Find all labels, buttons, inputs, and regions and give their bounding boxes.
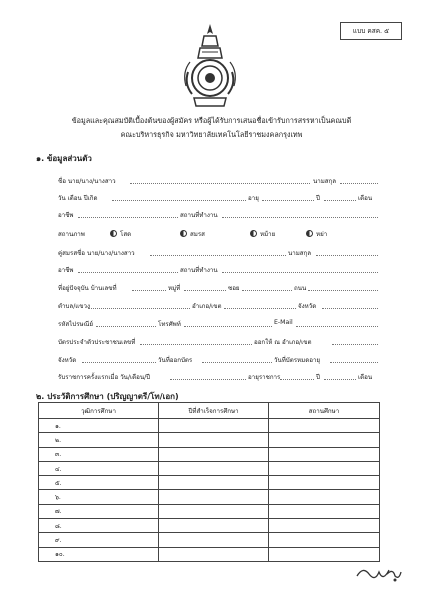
table-row: [39, 461, 380, 475]
university-seal-icon: [180, 22, 240, 110]
row-number[interactable]: ๒.: [39, 433, 159, 447]
label-spouse-surname: นามสกุล: [288, 250, 312, 257]
table-row: [39, 547, 380, 561]
dob-field[interactable]: [112, 200, 246, 201]
signature-mark-icon: [355, 560, 403, 588]
grad-year-cell[interactable]: [159, 533, 269, 547]
institution-cell[interactable]: [269, 419, 380, 433]
radio-married[interactable]: สมรส: [180, 229, 205, 239]
service-start-field[interactable]: [170, 379, 246, 380]
institution-cell[interactable]: [269, 504, 380, 518]
province-field[interactable]: [322, 308, 378, 309]
radio-widowed[interactable]: หม้าย: [250, 229, 275, 239]
radio-divorced[interactable]: หย่า: [306, 229, 327, 239]
form-code-box: [340, 22, 402, 40]
grad-year-cell[interactable]: [159, 547, 269, 561]
label-moo: หมู่ที่: [168, 285, 181, 292]
radio-circle-icon: [110, 230, 117, 237]
grad-year-cell[interactable]: [159, 447, 269, 461]
row-number[interactable]: ๕.: [39, 476, 159, 490]
row-occupation: [58, 210, 378, 220]
table-row: [39, 476, 380, 490]
row-subdistrict: [58, 301, 378, 311]
institution-cell[interactable]: [269, 476, 380, 490]
table-row: [39, 519, 380, 533]
row-number[interactable]: ๓.: [39, 447, 159, 461]
table-row: [39, 447, 380, 461]
issue-date-field[interactable]: [202, 362, 272, 363]
grad-year-cell[interactable]: [159, 419, 269, 433]
radio-circle-icon: [250, 230, 257, 237]
label-district: อำเภอ/เขต: [192, 303, 222, 310]
row-name: [58, 176, 378, 186]
occupation-field[interactable]: [78, 217, 178, 218]
district-field[interactable]: [224, 308, 296, 309]
label-age: อายุ: [248, 195, 259, 202]
age-field[interactable]: [262, 200, 314, 201]
form-code: แบบ คสค. ๕: [352, 27, 390, 35]
table-row: [39, 490, 380, 504]
soi-field[interactable]: [242, 290, 292, 291]
label-idcard: บัตรประจำตัวประชาชนเลขที่: [58, 339, 136, 346]
radio-circle-icon: [306, 230, 313, 237]
row-number[interactable]: ๖.: [39, 490, 159, 504]
row-spouse: [58, 248, 378, 258]
workplace-field[interactable]: [222, 217, 378, 218]
label-name: ชื่อ นาย/นาง/นางสาว: [58, 178, 116, 185]
row-idcard: [58, 337, 378, 347]
table-row: [39, 433, 380, 447]
road-field[interactable]: [308, 290, 378, 291]
phone-field[interactable]: [184, 326, 272, 327]
row-address: [58, 283, 378, 293]
education-table: [38, 402, 380, 562]
label-spouse-workplace: สถานที่ทำงาน: [180, 267, 218, 274]
label-phone: โทรศัพท์: [158, 321, 181, 328]
label-email: E-Mail: [274, 319, 293, 326]
row-number[interactable]: ๔.: [39, 461, 159, 475]
moo-field[interactable]: [184, 290, 226, 291]
label-service-start: รับราชการครั้งแรกเมื่อ วัน/เดือน/ปี: [58, 374, 151, 381]
id-province-field[interactable]: [82, 362, 156, 363]
label-province: จังหวัด: [298, 303, 317, 310]
spouse-occupation-field[interactable]: [78, 272, 178, 273]
grad-year-cell[interactable]: [159, 519, 269, 533]
label-id-province: จังหวัด: [58, 357, 77, 364]
label-month: เดือน: [358, 195, 373, 202]
label-expiry: วันที่บัตรหมดอายุ: [274, 357, 321, 364]
institution-cell[interactable]: [269, 447, 380, 461]
section-personal-info: ๑. ข้อมูลส่วนตัว: [36, 154, 92, 163]
label-service-age: อายุราชการ: [248, 374, 281, 381]
label-occupation: อาชีพ: [58, 212, 74, 219]
institution-cell[interactable]: [269, 519, 380, 533]
spouse-surname-field[interactable]: [316, 255, 378, 256]
institution-cell[interactable]: [269, 461, 380, 475]
surname-field[interactable]: [340, 183, 378, 184]
section-education: ๒. ประวัติการศึกษา (ปริญญาตรี/โท/เอก): [36, 392, 179, 401]
form-title: ข้อมูลและคุณสมบัติเบื้องต้นของผู้สมัคร หรือผู้ได้รับการเสนอชื่อเข้ารับการสรรหาเป็นคณบดี: [71, 116, 352, 125]
year-field[interactable]: [324, 200, 356, 201]
radio-single[interactable]: โสด: [110, 229, 131, 239]
label-issue-date: วันที่ออกบัตร: [158, 357, 193, 364]
postcode-field[interactable]: [96, 326, 156, 327]
label-address: ที่อยู่ปัจจุบัน บ้านเลขที่: [58, 285, 117, 292]
table-header-row: [39, 403, 380, 419]
label-subdistrict: ตำบล/แขวง: [58, 303, 91, 310]
row-postcode: [58, 319, 378, 329]
spouse-name-field[interactable]: [150, 255, 286, 256]
spouse-workplace-field[interactable]: [222, 272, 378, 273]
label-surname: นามสกุล: [313, 178, 337, 185]
row-status: [58, 229, 378, 239]
row-number[interactable]: ๑.: [39, 419, 159, 433]
label-service-year: ปี: [316, 374, 320, 381]
row-number[interactable]: ๘.: [39, 519, 159, 533]
institution-cell[interactable]: [269, 490, 380, 504]
label-spouse: คู่สมรสชื่อ นาย/นาง/นางสาว: [58, 250, 135, 257]
issued-at-field[interactable]: [332, 344, 378, 345]
row-id-province: [58, 355, 378, 365]
header-institution: สถานศึกษา: [269, 403, 380, 419]
service-age-field[interactable]: [280, 379, 314, 380]
row-number[interactable]: ๗.: [39, 504, 159, 518]
house-no-field[interactable]: [132, 290, 166, 291]
table-row: [39, 419, 380, 433]
row-number[interactable]: ๙.: [39, 533, 159, 547]
grad-year-cell[interactable]: [159, 490, 269, 504]
expiry-field[interactable]: [330, 362, 378, 363]
grad-year-cell[interactable]: [159, 461, 269, 475]
label-year: ปี: [316, 195, 320, 202]
row-spouse-occupation: [58, 265, 378, 275]
institution-cell[interactable]: [269, 533, 380, 547]
radio-circle-icon: [180, 230, 187, 237]
label-soi: ซอย: [228, 285, 240, 292]
label-dob: วัน เดือน ปีเกิด: [58, 195, 98, 202]
institution-cell[interactable]: [269, 433, 380, 447]
service-year-field[interactable]: [324, 379, 356, 380]
label-road: ถนน: [294, 285, 307, 292]
subdistrict-field[interactable]: [88, 308, 190, 309]
faculty-subtitle: คณะบริหารธุรกิจ มหาวิทยาลัยเทคโนโลยีราชมงคลกรุงเทพ: [120, 130, 303, 139]
row-number[interactable]: ๑๐.: [39, 547, 159, 561]
label-service-month: เดือน: [358, 374, 373, 381]
label-workplace: สถานที่ทำงาน: [180, 212, 218, 219]
grad-year-cell[interactable]: [159, 504, 269, 518]
grad-year-cell[interactable]: [159, 433, 269, 447]
label-postcode: รหัสไปรษณีย์: [58, 321, 93, 328]
header-degree: วุฒิการศึกษา: [39, 403, 159, 419]
name-field[interactable]: [130, 183, 310, 184]
idcard-field[interactable]: [140, 344, 252, 345]
header-grad-year: ปีที่สำเร็จการศึกษา: [159, 403, 269, 419]
table-row: [39, 504, 380, 518]
row-service: [58, 372, 378, 382]
label-issued-at: ออกให้ ณ อำเภอ/เขต: [254, 339, 312, 346]
label-status: สถานภาพ: [58, 231, 85, 238]
row-dob: [58, 193, 378, 203]
email-field[interactable]: [296, 326, 378, 327]
table-row: [39, 533, 380, 547]
grad-year-cell[interactable]: [159, 476, 269, 490]
label-spouse-occupation: อาชีพ: [58, 267, 74, 274]
